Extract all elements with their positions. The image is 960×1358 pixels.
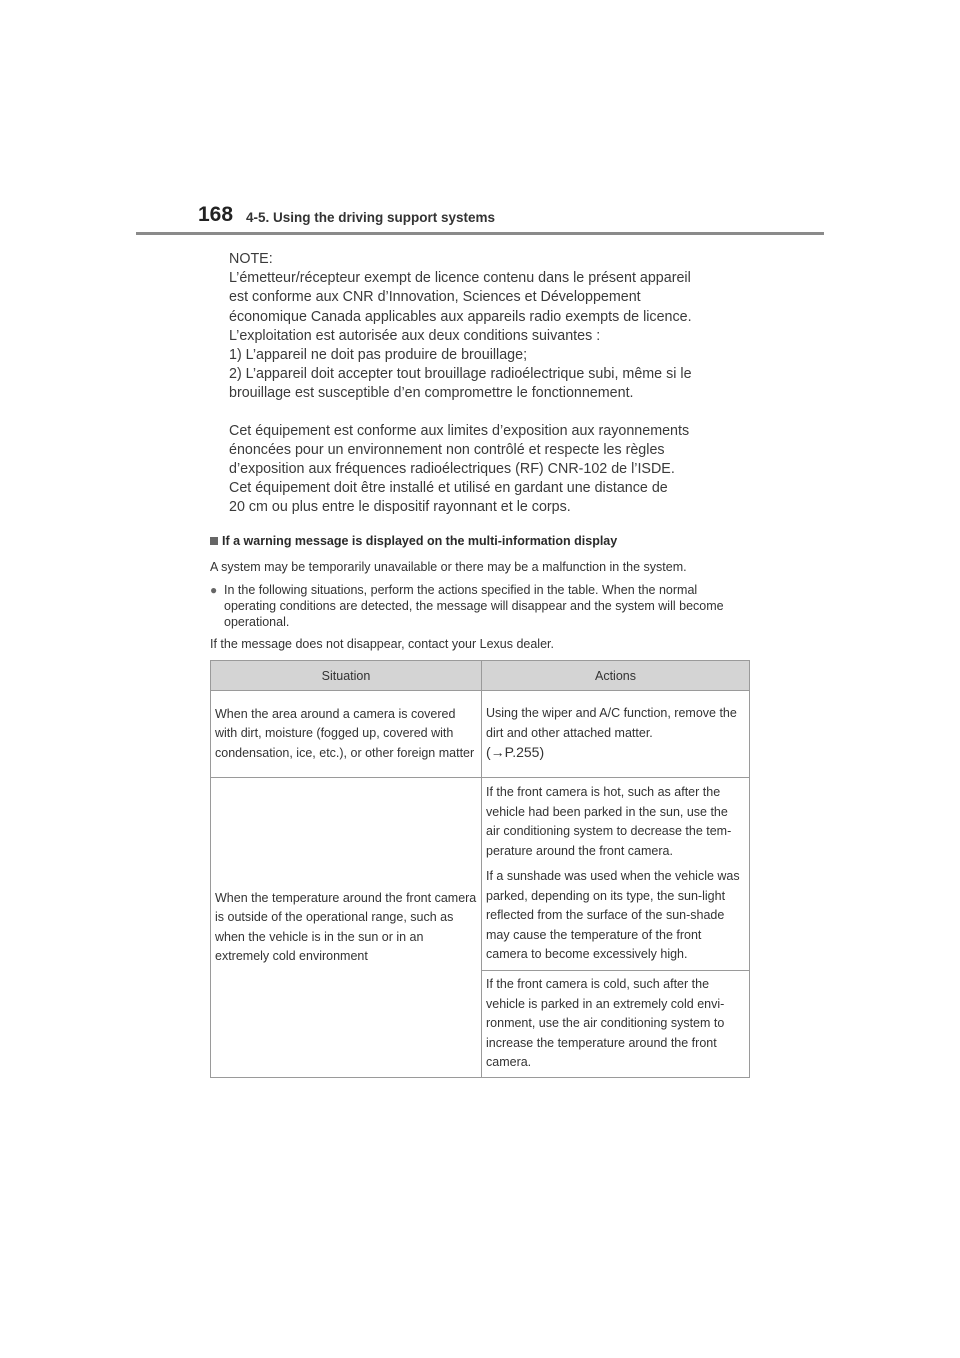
page-reference-link[interactable]: (→P.255) [486,744,545,761]
note-paragraph-2: Cet équipement est conforme aux limites d’exposition aux rayonnements énoncées pour un environnement non contrôlé et respecte les règles d’exposition aux fréquences radioélectriques (RF) CNR-102 de l’ISDE. Cet équipement doit être installé et utilisé en gardant une distance de 20 cm ou plus entre le dispositif rayonnant et le corps. [229,422,690,516]
header-divider [136,232,824,235]
page-number: 168 [198,203,234,226]
header-situation: Situation [211,661,482,691]
page-header [0,0,960,240]
subheading-text: If a warning message is displayed on the multi-information display [222,534,618,548]
table-row [211,778,750,971]
actions-cell [482,778,750,971]
bullet-text: In the following situations, perform the actions specified in the table. When the normal operating conditions are detected, the message will disappear and the system will become operational. [224,583,724,629]
situation-cell: When the temperature around the front camera is outside of the operational range, such as when the vehicle is in the sun or in an extremely cold environment [211,778,482,1078]
instruction-bullet [210,582,750,630]
dealer-paragraph: If the message does not disappear, contact your Lexus dealer. [210,637,554,651]
warning-message-subheading [210,534,617,548]
situation-cell: When the area around a camera is covered with dirt, moisture (fogged up, covered with condensation, ice, etc.), or other foreign matter [211,691,482,778]
actions-cell: If the front camera is cold, such after the vehicle is parked in an extremely cold envi-ronment, use the air conditioning system to increase the temperature around the front camera. [482,971,750,1078]
action-text-sunshade: If a sunshade was used when the vehicle was parked, depending on its type, the sun-light reflected from the surface of the sun-shade may cause the temperature of the front camera to become excessively high. [486,869,740,962]
canada-regulatory-note [229,250,749,518]
table-header-row [211,661,750,691]
table-row [211,691,750,778]
intro-paragraph: A system may be temporarily unavailable or there may be a malfunction in the system. [210,560,687,574]
action-text: Using the wiper and A/C function, remove the dirt and other attached matter. [486,706,737,740]
section-title: 4-5. Using the driving support systems [246,210,496,225]
note-paragraph-1: NOTE: L’émetteur/récepteur exempt de licence contenu dans le présent appareil est conforme aux CNR d’Innovation, Sciences et Développement économique Canada applicables aux appareils radio exempts de licence. L’exploitation est autorisée aux deux conditions suivantes : 1) L’appareil ne doit pas produire de brouillage; 2) L’appareil doit accepter tout brouillage radioélectrique subi, même si le brouillage est susceptible d’en compromettre le fonctionnement. [229,251,692,402]
actions-cell [482,691,750,778]
square-bullet-icon [210,537,218,545]
header-actions: Actions [482,661,750,691]
circle-bullet-icon: ● [210,583,218,597]
action-text-hot: If the front camera is hot, such as after the vehicle had been parked in the sun, use the air conditioning system to decrease the tem-perature around the front camera. [486,785,732,858]
warning-actions-table [210,660,750,1078]
